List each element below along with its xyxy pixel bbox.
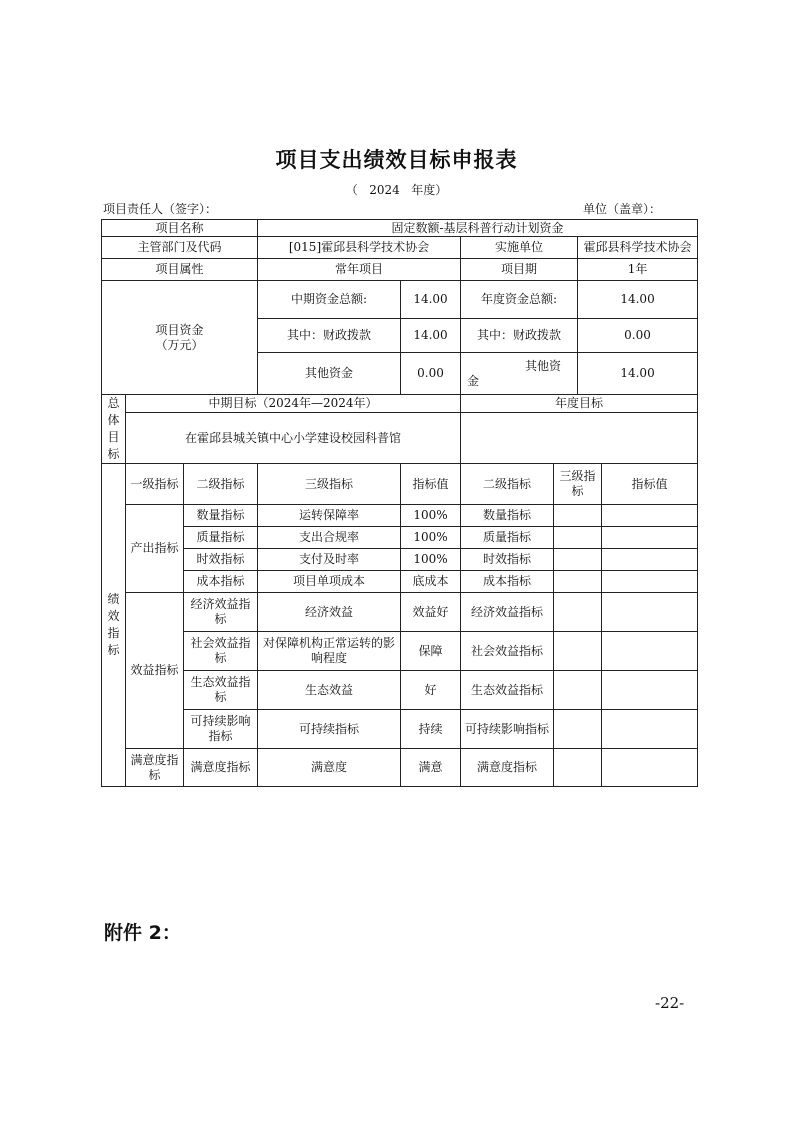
- benefit-value-annual: [602, 593, 698, 632]
- benefit-l2: 生态效益指标: [184, 671, 258, 710]
- benefit-l2-annual: 社会效益指标: [461, 632, 554, 671]
- project-period-label: 项目期: [461, 259, 578, 281]
- row-funds-total: [102, 281, 698, 319]
- implementing-unit-value: 霍邱县科学技术协会: [578, 237, 698, 259]
- output-l2-annual: 时效指标: [461, 549, 554, 571]
- annual-total-value: 14.00: [578, 281, 698, 319]
- funds-unit-text: （万元）: [155, 337, 204, 352]
- mid-goal-header: 中期目标（2024年—2024年）: [126, 395, 461, 413]
- annual-other-label-line1: 其他资: [524, 358, 561, 373]
- row-department: [102, 237, 698, 259]
- output-value-annual: [602, 505, 698, 527]
- table-row: [102, 505, 698, 527]
- output-l2: 数量指标: [184, 505, 258, 527]
- annex-label: 附件 2：: [104, 922, 181, 944]
- output-l3-annual: [554, 549, 602, 571]
- row-attribute: [102, 259, 698, 281]
- row-indicator-headers: [102, 464, 698, 505]
- header-value: 指标值: [401, 464, 461, 505]
- output-value: 100%: [401, 505, 461, 527]
- implementing-unit-label: 实施单位: [461, 237, 578, 259]
- responsible-person-label: 项目责任人（签字）：: [103, 202, 218, 216]
- benefit-l3-annual: [554, 710, 602, 749]
- output-indicator-label: 产出指标: [126, 505, 184, 593]
- benefit-value-annual: [602, 710, 698, 749]
- benefit-value: 好: [401, 671, 461, 710]
- row-goal-headers: [102, 395, 698, 413]
- output-l2-annual: 质量指标: [461, 527, 554, 549]
- benefit-value: 保障: [401, 632, 461, 671]
- table-row: [102, 749, 698, 787]
- annual-other-label: [461, 353, 578, 395]
- funds-label-text: 项目资金: [155, 322, 204, 337]
- output-l2: 时效指标: [184, 549, 258, 571]
- mid-goal-text: 在霍邱县城关镇中心小学建设校园科普馆: [126, 413, 461, 464]
- unit-seal-label: 单位（盖章）：: [583, 202, 662, 216]
- satisfaction-l2: 满意度指标: [184, 749, 258, 787]
- annual-fiscal-value: 0.00: [578, 319, 698, 353]
- benefit-indicator-label: 效益指标: [126, 593, 184, 749]
- performance-target-table: [101, 219, 698, 787]
- header-level3: 三级指标: [258, 464, 401, 505]
- table-row: [102, 593, 698, 632]
- output-l2-annual: 数量指标: [461, 505, 554, 527]
- mid-fiscal-label: 其中：财政拨款: [258, 319, 401, 353]
- overall-goal-side-label: 总体目标: [102, 395, 126, 464]
- page-title: 项目支出绩效目标申报表: [275, 148, 518, 172]
- output-l3: 运转保障率: [258, 505, 401, 527]
- project-period-value: 1年: [578, 259, 698, 281]
- department-label: 主管部门及代码: [102, 237, 258, 259]
- benefit-l3: 经济效益: [258, 593, 401, 632]
- output-l3-annual: [554, 571, 602, 593]
- output-value: 底成本: [401, 571, 461, 593]
- indicator-side-label: 绩效指标: [102, 464, 126, 787]
- output-l2-annual: 成本指标: [461, 571, 554, 593]
- table-row: [102, 632, 698, 671]
- table-row: [102, 671, 698, 710]
- output-l2: 质量指标: [184, 527, 258, 549]
- benefit-l3-annual: [554, 593, 602, 632]
- output-l3-annual: [554, 505, 602, 527]
- mid-other-value: 0.00: [401, 353, 461, 395]
- table-row: [102, 549, 698, 571]
- header-level1: 一级指标: [126, 464, 184, 505]
- benefit-l2-annual: 生态效益指标: [461, 671, 554, 710]
- satisfaction-l3: 满意度: [258, 749, 401, 787]
- row-goal-content: [102, 413, 698, 464]
- benefit-l3: 对保障机构正常运转的影响程度: [258, 632, 401, 671]
- output-l3-annual: [554, 527, 602, 549]
- mid-fiscal-value: 14.00: [401, 319, 461, 353]
- year-line: （ 2024 年度）: [345, 183, 448, 197]
- table-row: [102, 710, 698, 749]
- header-level3-annual: 三级指标: [554, 464, 602, 505]
- benefit-l3-annual: [554, 671, 602, 710]
- annual-goal-header: 年度目标: [461, 395, 698, 413]
- output-value-annual: [602, 549, 698, 571]
- benefit-l3: 可持续指标: [258, 710, 401, 749]
- output-value: 100%: [401, 527, 461, 549]
- row-project-name: [102, 220, 698, 237]
- benefit-l2: 社会效益指标: [184, 632, 258, 671]
- benefit-l2: 可持续影响指标: [184, 710, 258, 749]
- output-value-annual: [602, 527, 698, 549]
- project-name-value: 固定数额-基层科普行动计划资金: [258, 220, 698, 237]
- satisfaction-value: 满意: [401, 749, 461, 787]
- header-level2: 二级指标: [184, 464, 258, 505]
- output-value: 100%: [401, 549, 461, 571]
- mid-other-label: 其他资金: [258, 353, 401, 395]
- annual-total-label: 年度资金总额:: [461, 281, 578, 319]
- annual-other-label-line2: 金: [467, 373, 480, 388]
- benefit-value-annual: [602, 671, 698, 710]
- annual-other-value: 14.00: [578, 353, 698, 395]
- annual-goal-text: [461, 413, 698, 464]
- benefit-l3-annual: [554, 632, 602, 671]
- header-level2-annual: 二级指标: [461, 464, 554, 505]
- project-attribute-label: 项目属性: [102, 259, 258, 281]
- header-value-annual: 指标值: [602, 464, 698, 505]
- benefit-l2-annual: 可持续影响指标: [461, 710, 554, 749]
- output-l3: 支出合规率: [258, 527, 401, 549]
- funds-label: [102, 281, 258, 395]
- satisfaction-value-annual: [602, 749, 698, 787]
- benefit-value: 效益好: [401, 593, 461, 632]
- table-row: [102, 527, 698, 549]
- benefit-value: 持续: [401, 710, 461, 749]
- output-value-annual: [602, 571, 698, 593]
- department-value: [015]霍邱县科学技术协会: [258, 237, 461, 259]
- output-l3: 项目单项成本: [258, 571, 401, 593]
- benefit-l3: 生态效益: [258, 671, 401, 710]
- benefit-l2: 经济效益指标: [184, 593, 258, 632]
- output-l3: 支付及时率: [258, 549, 401, 571]
- satisfaction-l2-annual: 满意度指标: [461, 749, 554, 787]
- benefit-value-annual: [602, 632, 698, 671]
- project-name-label: 项目名称: [102, 220, 258, 237]
- table-row: [102, 571, 698, 593]
- annual-fiscal-label: 其中：财政拨款: [461, 319, 578, 353]
- project-attribute-value: 常年项目: [258, 259, 461, 281]
- output-l2: 成本指标: [184, 571, 258, 593]
- benefit-l2-annual: 经济效益指标: [461, 593, 554, 632]
- satisfaction-l3-annual: [554, 749, 602, 787]
- mid-total-label: 中期资金总额:: [258, 281, 401, 319]
- mid-total-value: 14.00: [401, 281, 461, 319]
- page-number: -22-: [655, 994, 685, 1012]
- satisfaction-indicator-label: 满意度指标: [126, 749, 184, 787]
